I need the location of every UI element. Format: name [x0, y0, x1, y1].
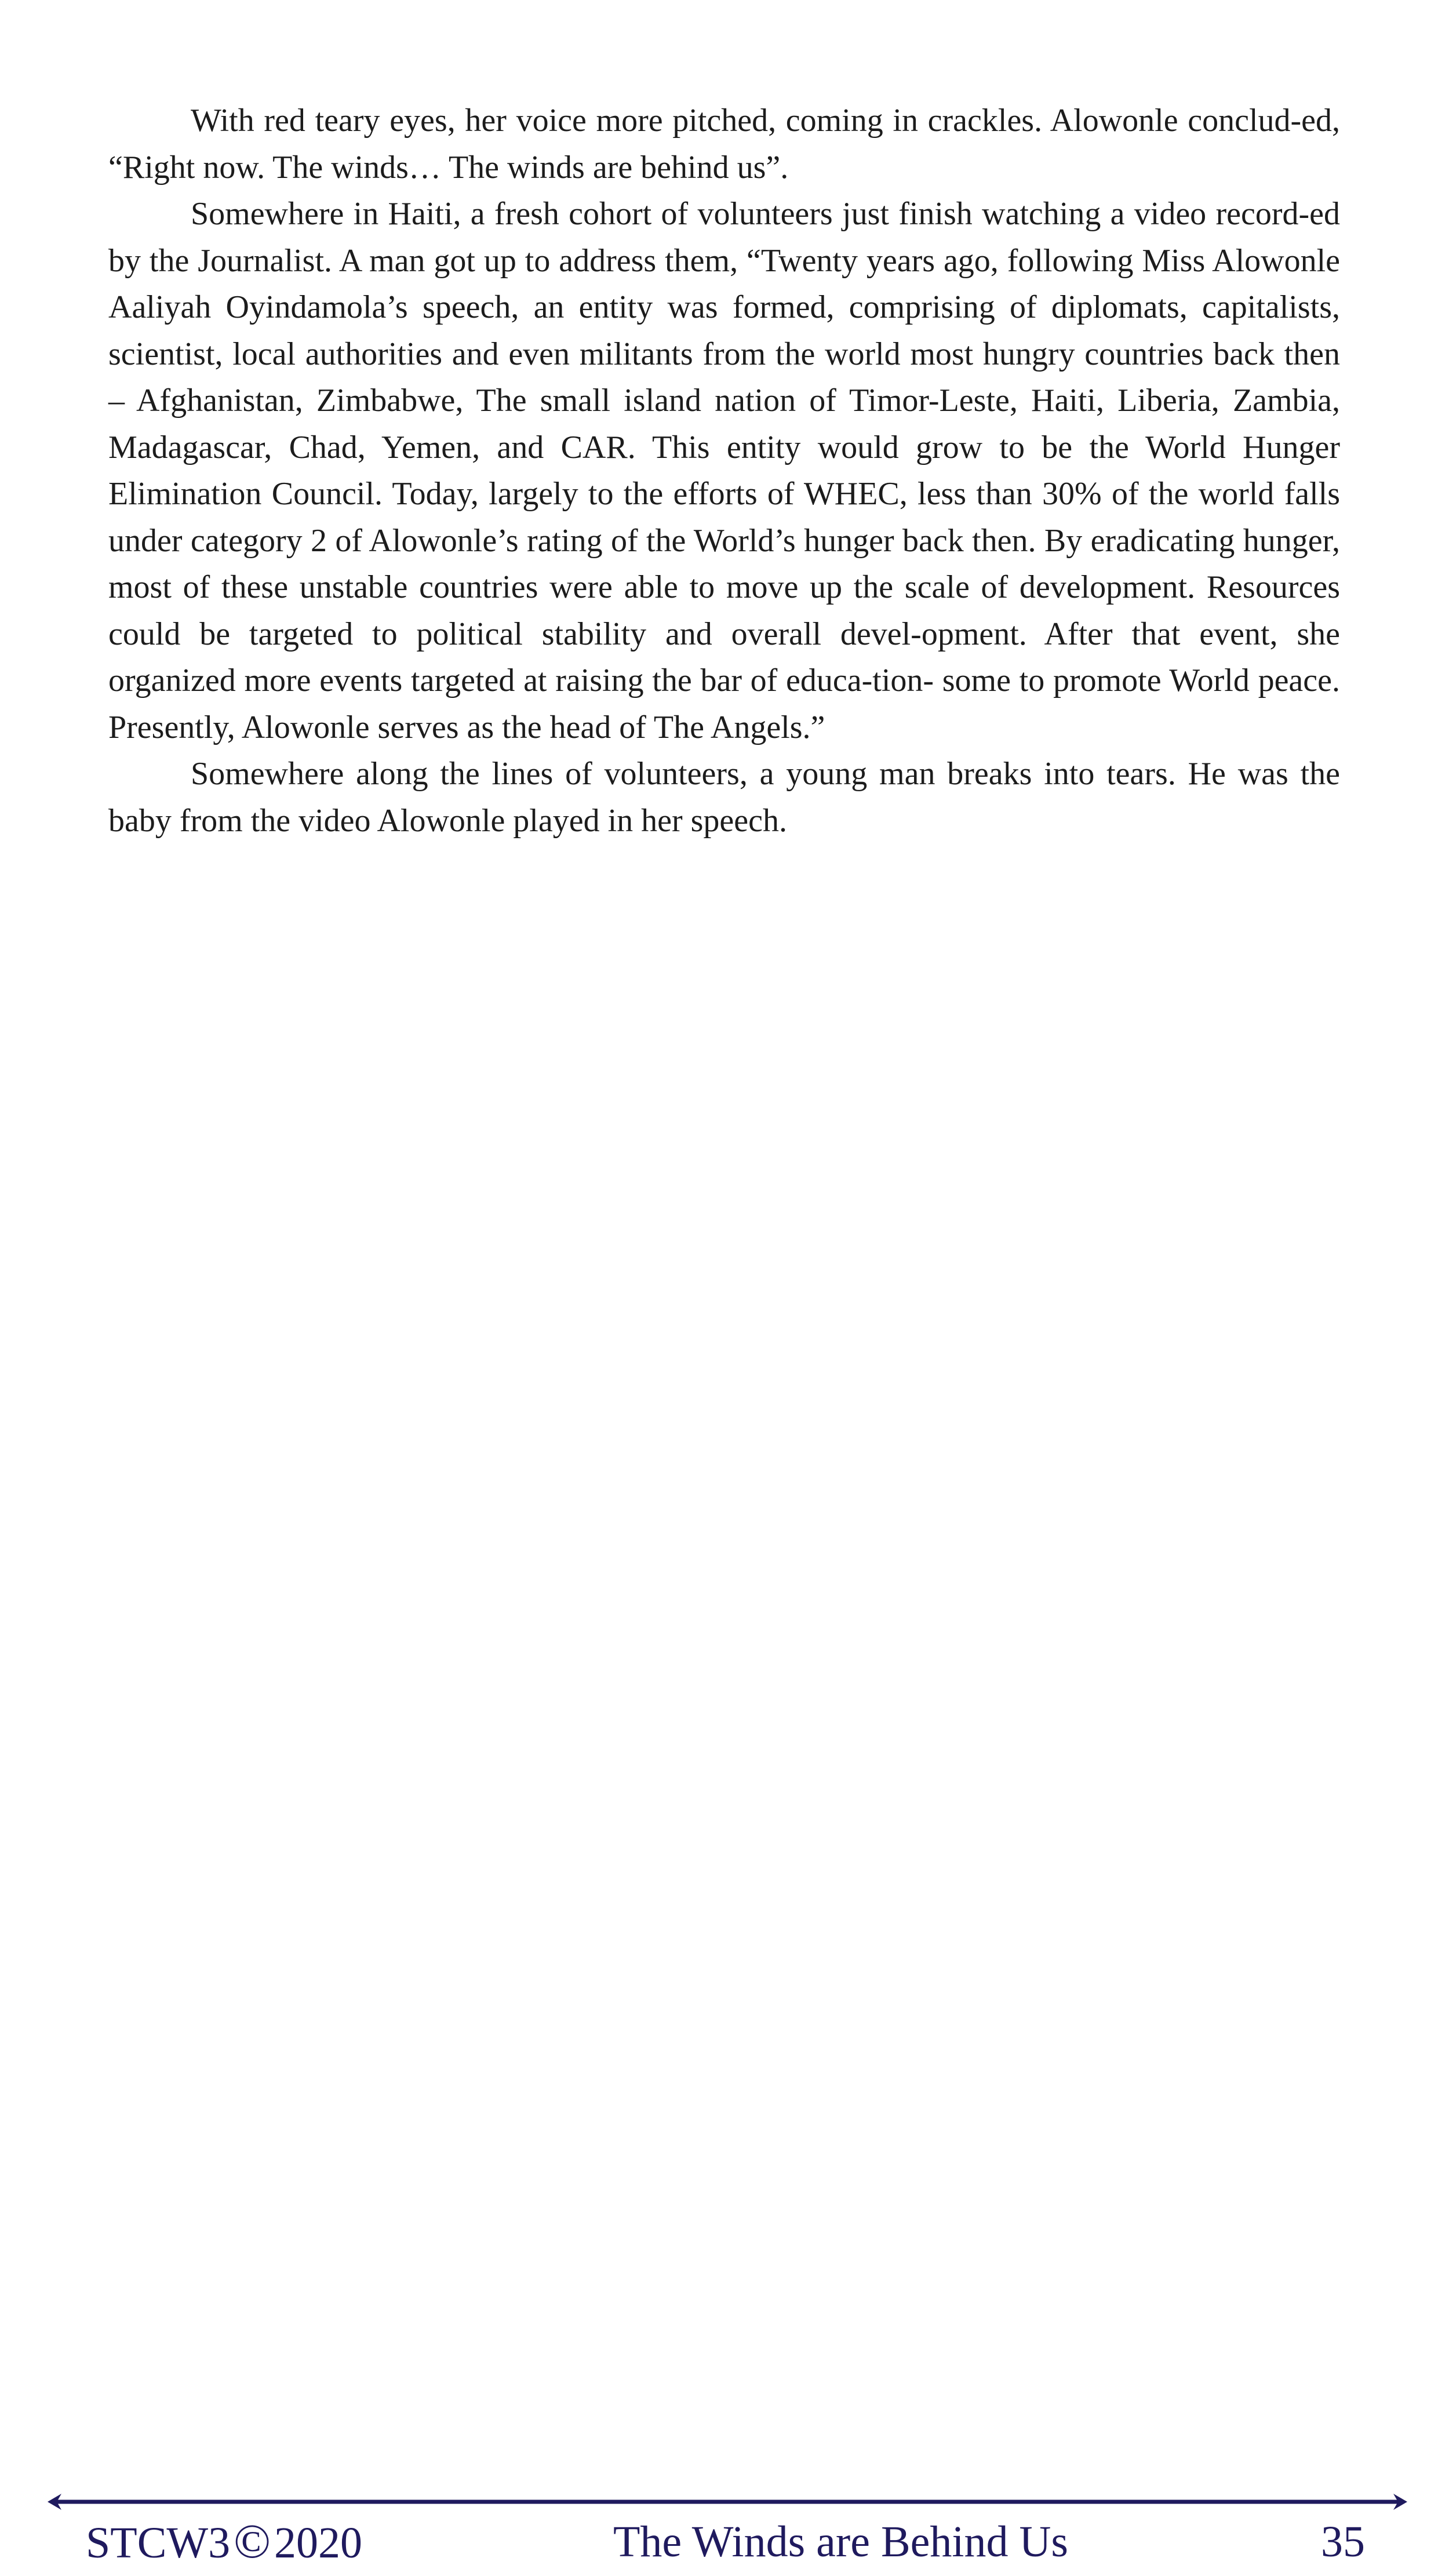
footer-page-number: 35 — [1321, 2517, 1365, 2566]
body-text — [108, 97, 1340, 844]
paragraph-3: Somewhere along the lines of volunteers, a young man breaks into tears. He was the baby from the video Alowonle played in her speech. — [108, 756, 1340, 839]
footer-book-title: The Winds are Behind Us — [613, 2517, 1068, 2566]
footer-year: 2020 — [274, 2519, 362, 2567]
footer-publisher: STCW3 — [86, 2519, 231, 2567]
paragraph-2: Somewhere in Haiti, a fresh cohort of volunteers just finish watching a video record-ed by the Journalist. A man got up to address them, “Twenty years ago, following Miss Alowonle Aaliyah Oyindamola’s speech, an entity was formed, comprising of diplomats, capitalists, scientist, local authorities and even militants from the world most hungry countries back then – Afghanistan, Zimbabwe, The small island nation of Timor-Leste, Haiti, Liberia, Zambia, Madagascar, Chad, Yemen, and CAR. This entity would grow to be the World Hunger Elimination Council. Today, largely to the efforts of WHEC, less than 30% of the world falls under category 2 of Alowonle’s rating of the World’s hunger back then. By eradicating hunger, most of these unstable countries were able to move up the scale of development. Resources could be targeted to political stability and overall devel-opment. After that event, she organized more events targeted at raising the bar of educa-tion- some to promote World peace. Presently, Alowonle serves as the head of The Angels.” — [108, 196, 1340, 745]
footer-copyright — [86, 2516, 362, 2569]
footer-double-arrow-rule — [46, 2490, 1408, 2513]
page-footer — [0, 2516, 1449, 2568]
paragraph-1: With red teary eyes, her voice more pitched, coming in crackles. Alowonle conclud-ed, “Right now. The winds… The winds are behind us”. — [108, 103, 1340, 185]
copyright-icon: © — [234, 2515, 271, 2568]
